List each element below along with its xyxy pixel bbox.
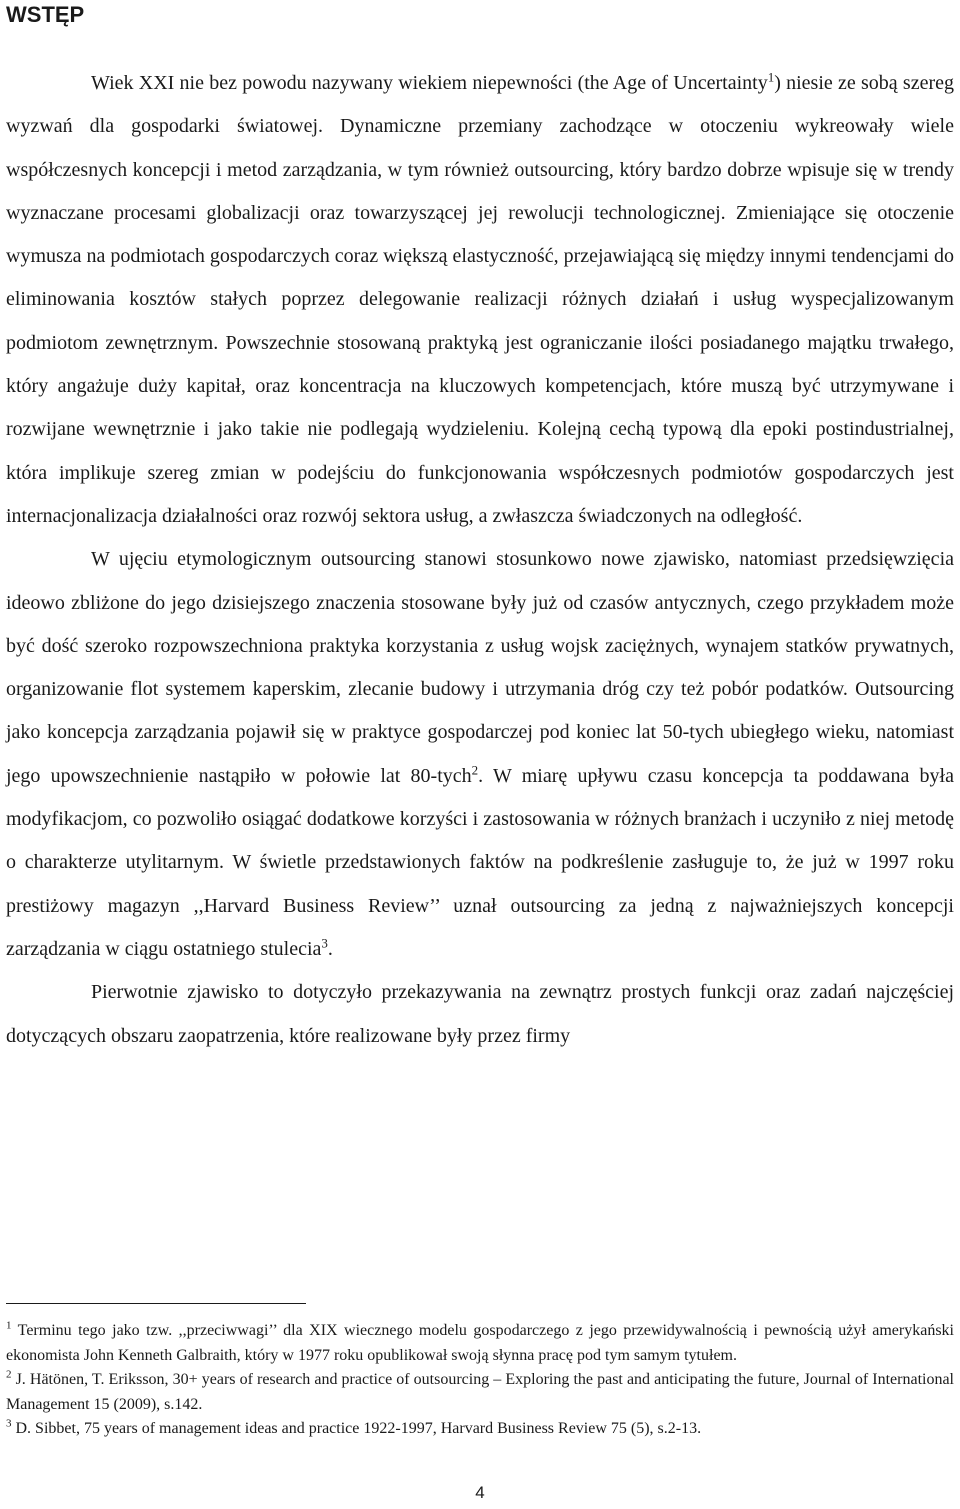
paragraph-1-text-b: ) niesie ze sobą szereg wyzwań dla gospodarki światowej. Dynamiczne przemiany zachodzące w otoczeniu wykreowały wiele współczesnych koncepcji i metod zarządzania, w tym również outsourcing, który bardzo dobrze wpisuje się w trendy wyznaczane procesami globalizacji oraz towarzyszącej jej rewolucji technologicznej. Zmieniające się otoczenie wymusza na podmiotach gospodarczych coraz większą elastyczność, przejawiającą się między innymi tendencjami do eliminowania kosztów stałych poprzez delegowanie realizacji różnych działań i usług wyspecjalizowanym podmiotom zewnętrznym. Powszechnie stosowaną praktyką jest ograniczanie ilości posiadanego majątku trwałego, który angażuje duży kapitał, oraz koncentracja na kluczowych kompetencjach, które muszą być utrzymywane i rozwijane wewnętrznie i jako takie nie podlegają wydzieleniu. Kolejną cechą typową dla epoki postindustrialnej, która implikuje szereg zmian w podejściu do funkcjonowania współczesnych podmiotów gospodarczych jest internacjonalizacja działalności oraz rozwój sektora usług, a zwłaszcza świadczonych na odległość.	[6, 72, 954, 527]
page-number: 4	[475, 1483, 485, 1502]
footnote-divider	[6, 1303, 306, 1304]
footnote-ref-2[interactable]: 2	[471, 762, 479, 778]
section-heading: WSTĘP	[6, 2, 85, 27]
body-text	[6, 62, 954, 1058]
footnotes	[6, 1319, 954, 1442]
footnote-1-text: Terminu tego jako tzw. ,,przeciwwagi’’ dla XIX wiecznego modelu gospodarczego z jego przewidywalnością i pewnością użył amerykański ekonomista John Kenneth Galbraith, który w 1977 roku opublikował swoją słynna pracę pod tym samym tytułem.	[6, 1322, 954, 1364]
footnote-2	[6, 1368, 954, 1417]
footnote-3	[6, 1417, 954, 1442]
footnote-3-number: 3	[6, 1417, 12, 1430]
paragraph-3: Pierwotnie zjawisko to dotyczyło przekazywania na zewnątrz prostych funkcji oraz zadań najczęściej dotyczących obszaru zaopatrzenia, które realizowane były przez firmy	[6, 981, 954, 1047]
footnote-3-text: D. Sibbet, 75 years of management ideas and practice 1922-1997, Harvard Business Review 75 (5), s.2-13.	[11, 1420, 702, 1437]
footnote-1-number: 1	[6, 1319, 12, 1332]
footnote-1	[6, 1319, 954, 1368]
document-page	[6, 0, 954, 1058]
paragraph-1-text-a: Wiek XXI nie bez powodu nazywany wiekiem niepewności (the Age of Uncertainty	[91, 72, 768, 94]
footnote-2-text: J. Hätönen, T. Eriksson, 30+ years of research and practice of outsourcing – Exploring the past and anticipating the future, Journal of International Management 15 (2009), s.142.	[6, 1371, 954, 1413]
footnote-ref-3[interactable]: 3	[321, 935, 328, 951]
paragraph-2-text-b: . W miarę upływu czasu koncepcja ta poddawana była modyfikacjom, co pozwoliło osiągać dodatkowe korzyści i zastosowania w różnych branżach i uczyniło z niej metodę o charakterze utylitarnym. W świetle przedstawionych faktów na podkreślenie zasługuje to, że już w 1997 roku prestiżowy magazyn ,,Harvard Business Review’’ uznał outsourcing za jedną z najważniejszych koncepcji zarządzania w ciągu ostatniego stulecia	[6, 764, 954, 960]
paragraph-2	[6, 538, 954, 971]
paragraph-2-text-c: .	[327, 937, 333, 960]
paragraph-1	[6, 62, 954, 538]
footnote-ref-1[interactable]: 1	[767, 69, 775, 85]
footnote-2-number: 2	[6, 1368, 12, 1381]
paragraph-2-text-a: W ujęciu etymologicznym outsourcing stanowi stosunkowo nowe zjawisko, natomiast przedsięwzięcia ideowo zbliżone do jego dzisiejszego znaczenia stosowane były już od czasów antycznych, czego przykładem może być dość szeroko rozpowszechniona praktyka korzystania z usług wojsk zaciężnych, wynajem statków prywatnych, organizowanie flot systemem kaperskim, zlecanie budowy i utrzymania dróg czy też pobór podatków. Outsourcing jako koncepcja zarządzania pojawił się w praktyce gospodarczej pod koniec lat 50-tych ubiegłego wieku, natomiast jego upowszechnienie nastąpiło w połowie lat 80-tych	[6, 548, 954, 787]
